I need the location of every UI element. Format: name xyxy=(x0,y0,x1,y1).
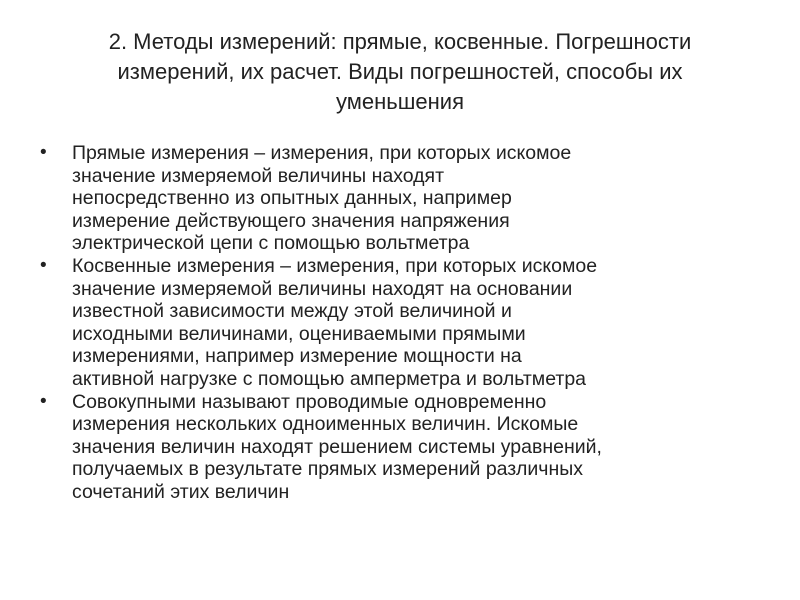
slide-title-line: измерений, их расчет. Виды погрешностей, способы их xyxy=(117,59,683,84)
bullet-text-line: значения величин находят решением системы уравнений, xyxy=(72,435,602,458)
bullet-text-line: исходными величинами, оцениваемыми прямыми xyxy=(72,322,526,345)
bullet-text-line: значение измеряемой величины находят на основании xyxy=(72,277,573,300)
bullet-marker: • xyxy=(40,390,47,412)
bullet-marker: • xyxy=(40,142,47,163)
slide-title-line: 2. Методы измерений: прямые, косвенные. Погрешности xyxy=(108,29,692,54)
bullet-text-line: значение измеряемой величины находят xyxy=(72,164,445,187)
bullet-text-line: измерения нескольких одноименных величин. Искомые xyxy=(72,413,579,436)
bullet-marker: • xyxy=(40,254,47,276)
bullet-text-line: измерениями, например измерение мощности на xyxy=(72,345,522,368)
bullet-item-aggregate-measurements xyxy=(38,391,760,504)
bullet-text-line: Совокупными называют проводимые одновременно xyxy=(72,390,547,413)
bullet-text-line: Прямые измерения – измерения, при которых искомое xyxy=(72,142,572,164)
bullet-text-line: электрической цепи с помощью вольтметра xyxy=(72,232,470,255)
bullet-item-direct-measurements xyxy=(38,142,760,255)
bullet-text-line: измерение действующего значения напряжения xyxy=(72,209,510,232)
bullet-text-line: Косвенные измерения – измерения, при которых искомое xyxy=(72,254,598,277)
bullet-item-indirect-measurements xyxy=(38,255,760,391)
bullet-list xyxy=(38,142,760,504)
slide-title-line: уменьшения xyxy=(336,89,464,114)
slide-title xyxy=(40,27,760,117)
bullet-text-line: известной зависимости между этой величиной и xyxy=(72,300,512,323)
bullet-text-line: непосредственно из опытных данных, например xyxy=(72,187,512,210)
bullet-text-line: активной нагрузке с помощью амперметра и вольтметра xyxy=(72,367,587,390)
bullet-text-line: получаемых в результате прямых измерений различных xyxy=(72,458,583,481)
bullet-text-line: сочетаний этих величин xyxy=(72,480,290,503)
